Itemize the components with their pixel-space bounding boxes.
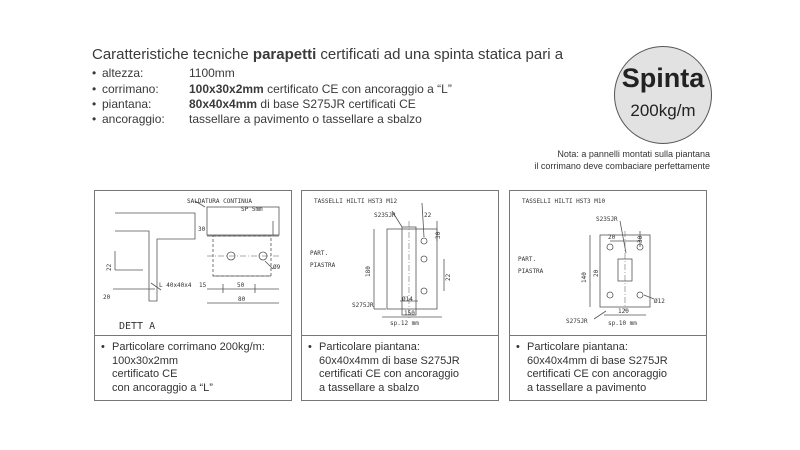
- dim-22b: 22: [445, 273, 452, 281]
- dim-120: 120: [618, 308, 629, 315]
- label-s275: S275JR: [352, 302, 374, 309]
- label-sp: sp.12 mm: [390, 320, 419, 327]
- dim-phi: Ø14: [402, 296, 413, 303]
- label-s235: S235JR: [596, 216, 618, 223]
- badge-word: Spinta: [621, 63, 705, 93]
- label-sp: SP 5mm: [241, 206, 263, 213]
- label-l-profile: L 40x40x4: [159, 282, 192, 289]
- panel-divider: [510, 335, 706, 336]
- detail-panel-pavimento: TASSELLI HILTI HST3 M10 S235JR 20 30 PART. PIASTRA 140 20 Ø12 120 S275JR sp.10 mm • Particolare piantana: 60x40x4mm di base S275JR certificati CE con ancoraggio a tassellare a pavimento: [509, 190, 707, 401]
- dim-22: 22: [106, 263, 113, 271]
- panel-divider: [95, 335, 291, 336]
- note-line-2: il corrimano deve combaciare perfettamente: [534, 161, 710, 171]
- label-tasselli: TASSELLI HILTI HST3 M10: [522, 198, 606, 205]
- label-part: PART.: [310, 250, 329, 257]
- label-piastra: PIASTRA: [310, 262, 336, 269]
- dim-180: 180: [365, 266, 372, 277]
- label-part: PART.: [518, 256, 537, 263]
- dim-phi: Ø12: [654, 298, 665, 305]
- badge-value: 200kg/m: [630, 101, 696, 120]
- dim-22: 22: [424, 212, 432, 219]
- detail-panel-sbalzo: TASSELLI HILTI HST3 M12 S235JR 22 30 PART. PIASTRA 180 22 S275JR Ø14 150 sp.12 mm • Particolare piantana: 60x40x4mm di base S275JR certificati CE con ancoraggio a tassellare a sbalzo: [301, 190, 499, 401]
- drawing-corrimano: [95, 191, 291, 335]
- dim-50: 50: [237, 282, 245, 289]
- dim-phi: Ø9: [273, 264, 281, 271]
- dim-30: 30: [637, 235, 644, 243]
- note-line-1: Nota: a pannelli montati sulla piantana: [557, 149, 710, 159]
- label-sp: sp.10 mm: [608, 320, 637, 327]
- panel-divider: [302, 335, 498, 336]
- detail-panel-corrimano: SALDATURA CONTINUA SP 5mm 30 22 L 40x40x4 20 15 50 80 Ø9 DETT A • Particolare corrimano 200kg/m: 100x30x2mm certificato CE con ancoraggio a “L”: [94, 190, 292, 401]
- label-s235: S235JR: [374, 212, 396, 219]
- dim-80: 80: [238, 296, 246, 303]
- dim-20a: 20: [608, 234, 616, 241]
- dim-15: 15: [199, 282, 207, 289]
- label-s275: S275JR: [566, 318, 588, 325]
- dim-140: 140: [581, 272, 588, 283]
- dim-30: 30: [198, 226, 206, 233]
- label-saldatura: SALDATURA CONTINUA: [187, 198, 253, 205]
- label-dett: DETT A: [119, 321, 156, 332]
- drawing-sbalzo: [302, 191, 498, 335]
- dim-30: 30: [435, 231, 442, 239]
- dim-20: 20: [103, 294, 111, 301]
- spinta-badge: [614, 46, 712, 144]
- dim-150: 150: [404, 310, 415, 317]
- drawing-pavimento: [510, 191, 706, 335]
- dim-20b: 20: [593, 269, 600, 277]
- page-title: Caratteristiche tecniche parapetti certificati ad una spinta statica pari a: [92, 46, 564, 63]
- label-tasselli: TASSELLI HILTI HST3 M12: [314, 198, 398, 205]
- label-piastra: PIASTRA: [518, 268, 544, 275]
